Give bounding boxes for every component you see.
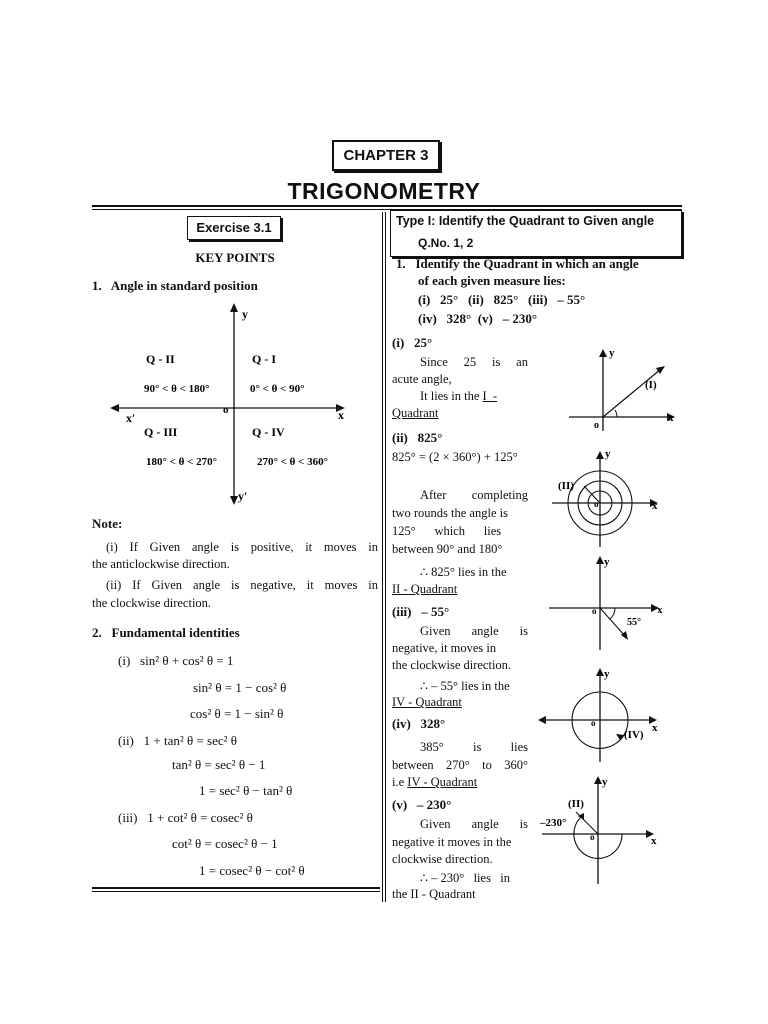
part-5-text-4: ∴ – 230° lies in xyxy=(420,871,511,885)
part-1-fig-y: y xyxy=(609,347,615,359)
identity-1: (i) sin² θ + cos² θ = 1 xyxy=(118,653,234,668)
part-2-equation: 825° = (2 × 360°) + 125° xyxy=(392,450,518,464)
key-points-heading: KEY POINTS xyxy=(195,250,275,265)
section-1-heading: 1. Angle in standard position xyxy=(92,278,258,293)
part-3-text-2: negative, it moves in xyxy=(392,641,497,655)
identity-3b: 1 = cosec² θ − cot² θ xyxy=(199,863,305,878)
note-2-line-1: (ii) If Given angle is negative, it moves in xyxy=(106,578,378,592)
part-4-fig-x: x xyxy=(652,722,658,734)
part-5-figure xyxy=(538,772,668,887)
identity-3: (iii) 1 + cot² θ = cosec² θ xyxy=(118,810,253,825)
part-2-text-3: 125° which lies xyxy=(392,524,502,538)
part-2-heading: (ii) 825° xyxy=(392,430,443,445)
part-2-text-4: between 90° and 180° xyxy=(392,542,503,556)
quadrant-axes-diagram xyxy=(110,300,370,510)
identity-2: (ii) 1 + tan² θ = sec² θ xyxy=(118,733,238,748)
part-1-fig-label: (I) xyxy=(645,379,657,391)
identity-1a: sin² θ = 1 − cos² θ xyxy=(193,680,287,695)
part-3-fig-x: x xyxy=(657,604,663,616)
part-3-text-5: IV - Quadrant xyxy=(392,695,462,709)
part-4-quadrant: IV - Quadrant xyxy=(407,775,478,789)
part-4-text-2: between 270° to 360° xyxy=(392,758,528,772)
question-line-3: (i) 25° (ii) 825° (iii) – 55° xyxy=(418,292,586,307)
exercise-label: Exercise 3.1 xyxy=(187,216,281,240)
section-2-heading: 2. Fundamental identities xyxy=(92,625,240,640)
axis-xprime-label: x′ xyxy=(126,411,136,425)
note-1-line-2: the anticlockwise direction. xyxy=(92,557,230,571)
part-4-heading: (iv) 328° xyxy=(392,716,446,731)
part-3-text-3: the clockwise direction. xyxy=(392,658,512,672)
part-3-heading: (iii) – 55° xyxy=(392,604,450,619)
part-5-fig-label: (II) xyxy=(568,798,584,810)
identity-2a: tan² θ = sec² θ − 1 xyxy=(172,757,266,772)
part-4-figure xyxy=(538,664,668,764)
part-1-figure xyxy=(565,343,680,433)
part-1-fig-o: o xyxy=(594,420,599,431)
part-2-fig-x: x xyxy=(652,500,658,512)
part-4-text-1: 385° is lies xyxy=(420,740,528,754)
part-5-text-5: the II - Quadrant xyxy=(392,887,476,901)
part-1-text-3 xyxy=(420,389,497,404)
page-title: TRIGONOMETRY xyxy=(287,178,481,204)
question-line-1: 1. Identify the Quadrant in which an angle xyxy=(396,256,639,271)
part-4-fig-y: y xyxy=(604,668,610,680)
note-1-line-1: (i) If Given angle is positive, it moves in xyxy=(106,540,378,554)
part-2-text-6: II - Quadrant xyxy=(392,582,458,596)
quadrant-4-range: 270° < θ < 360° xyxy=(257,456,329,468)
quadrant-4-label: Q - IV xyxy=(252,425,285,439)
part-3-text-1: Given angle is xyxy=(420,624,528,638)
part-3-fig-o: o xyxy=(592,606,597,616)
part-5-fig-o: o xyxy=(590,832,595,842)
note-heading: Note: xyxy=(92,516,123,531)
question-line-2: of each given measure lies: xyxy=(418,273,566,288)
part-4-fig-label: (IV) xyxy=(624,729,644,741)
part-4-fig-o: o xyxy=(591,718,596,728)
title-rule xyxy=(92,205,682,207)
part-1-text-4: Quadrant xyxy=(392,406,439,420)
note-2-line-2: the clockwise direction. xyxy=(92,596,212,610)
part-2-fig-o: o xyxy=(594,499,599,509)
part-5-fig-y: y xyxy=(602,776,608,788)
quadrant-2-label: Q - II xyxy=(146,352,175,366)
quadrant-1-range: 0° < θ < 90° xyxy=(250,383,305,395)
part-2-fig-label: (II) xyxy=(558,480,574,492)
quadrant-3-label: Q - III xyxy=(144,425,178,439)
quadrant-2-range: 90° < θ < 180° xyxy=(144,383,210,395)
quadrant-3-range: 180° < θ < 270° xyxy=(146,456,218,468)
part-3-fig-label: 55° xyxy=(627,617,641,628)
part-1-text-2: acute angle, xyxy=(392,372,452,386)
part-4-text-3a: i.e xyxy=(392,775,408,789)
question-numbers: Q.No. 1, 2 xyxy=(418,236,474,250)
chapter-label: CHAPTER 3 xyxy=(332,140,440,171)
axis-y-label: y xyxy=(242,307,248,321)
identity-1b: cos² θ = 1 − sin² θ xyxy=(190,706,284,721)
left-bottom-rule-thin xyxy=(92,891,380,892)
left-bottom-rule xyxy=(92,887,380,889)
part-2-text-2: two rounds the angle is xyxy=(392,506,508,520)
axis-yprime-label: y′ xyxy=(238,489,248,503)
part-3-text-4: ∴ – 55° lies in the xyxy=(420,679,510,693)
type-title: Type I: Identify the Quadrant to Given angle xyxy=(396,214,655,228)
identity-2b: 1 = sec² θ − tan² θ xyxy=(199,783,293,798)
part-5-fig-angle: –230° xyxy=(540,817,567,829)
part-3-fig-y: y xyxy=(604,556,610,568)
axis-x-label: x xyxy=(338,408,344,422)
part-3-figure xyxy=(545,552,670,652)
part-5-fig-x: x xyxy=(651,835,657,847)
part-2-figure xyxy=(548,447,673,552)
part-2-fig-y: y xyxy=(605,448,611,460)
part-4-text-3 xyxy=(392,775,477,790)
part-1-heading: (i) 25° xyxy=(392,335,433,350)
part-1-text-1: Since 25 is an xyxy=(420,355,528,369)
column-divider xyxy=(382,212,383,902)
identity-3a: cot² θ = cosec² θ − 1 xyxy=(172,836,278,851)
column-divider-2 xyxy=(385,212,386,902)
question-line-4: (iv) 328° (v) – 230° xyxy=(418,311,538,326)
part-5-text-1: Given angle is xyxy=(420,817,528,831)
quadrant-1-label: Q - I xyxy=(252,352,276,366)
part-5-text-2: negative it moves in the xyxy=(392,835,512,849)
part-5-text-3: clockwise direction. xyxy=(392,852,493,866)
part-2-text-5: ∴ 825° lies in the xyxy=(420,565,507,579)
part-2-text-1: After completing xyxy=(420,488,528,502)
part-5-heading: (v) – 230° xyxy=(392,797,452,812)
part-1-text-3a: It lies in the xyxy=(420,389,483,403)
part-1-fig-x: x xyxy=(668,412,674,424)
part-1-quadrant-link: I - xyxy=(482,389,498,403)
origin-label: o xyxy=(223,404,229,416)
